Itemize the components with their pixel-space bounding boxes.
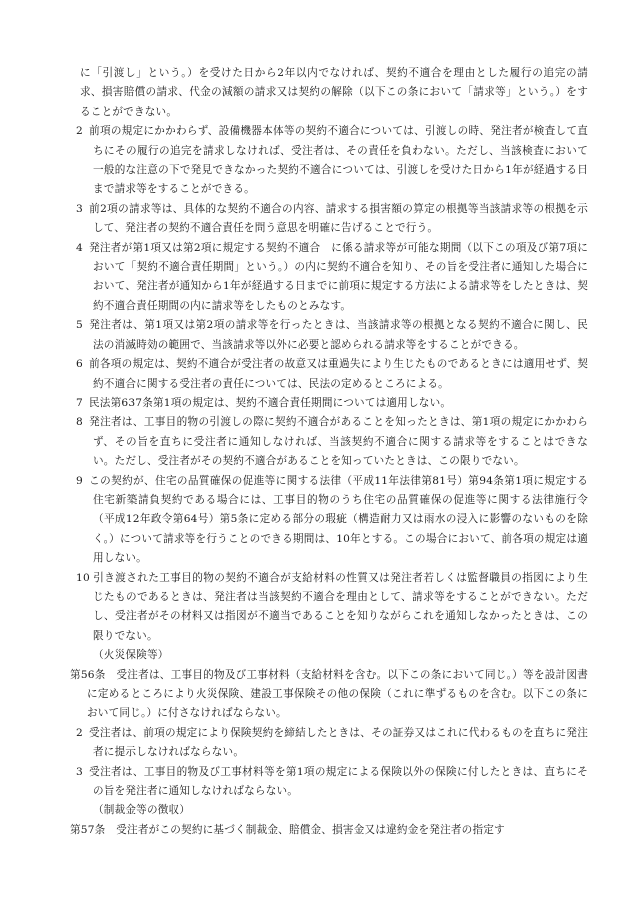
paragraph-item-2 [76, 122, 588, 200]
paragraph-item-9 [76, 472, 588, 569]
item-number: 2 [76, 125, 83, 138]
item-number: 9 [76, 474, 83, 487]
item-number: 3 [76, 202, 83, 215]
paragraph-item-3 [76, 200, 588, 239]
paragraph-text: 前2項の請求等は、具体的な契約不適合の内容、請求する損害額の算定の根拠等当該請求等の根拠を示して、発注者の契約不適合責任を問う意思を明確に告げることで行う。 [89, 202, 588, 235]
paragraph-text: 発注者が第1項又は第2項に規定する契約不適合 に係る請求等が可能な期間（以下この項及び第7項において「契約不適合責任期間」という。）の内に契約不適合を知り、その旨を受注者に通知した場合において、発注者が通知から1年が経過する日までに前項に規定する方法による請求等をしたときは、契約不適合責任期間の内に請求等をしたものとみなす。 [89, 241, 588, 312]
paragraph-text: 前項の規定にかかわらず、設備機器本体等の契約不適合については、引渡しの時、発注者が検査して直ちにその履行の追完を請求しなければ、受注者は、その責任を負わない。ただし、当該検査において一般的な注意の下で発見できなかった契約不適合については、引渡しを受けた日から1年が経過する日まで請求等をすることができる。 [89, 125, 588, 196]
paragraph-text: 受注者がこの契約に基づく制裁金、賠償金、損害金又は違約金を発注者の指定す [116, 823, 505, 836]
paragraph-item-56-3 [76, 763, 588, 802]
paragraph-item-5 [76, 316, 588, 355]
item-number: 7 [76, 396, 83, 409]
article-number: 第56条 [70, 668, 106, 681]
paragraph-text: に「引渡し」という。）を受けた日から2年以内でなければ、契約不適合を理由とした履行の追完の請求、損害賠償の請求、代金の減額の請求又は契約の解除（以下この条において「請求等」という。）をすることができない。 [80, 67, 588, 118]
paragraph-text: 受注者は、工事目的物及び工事材料（支給材料を含む。以下この条において同じ。）等を設計図書に定めるところにより火災保険、建設工事保険その他の保険（これに準ずるものを含む。以下この条において同じ。）に付さなければならない。 [87, 668, 589, 720]
item-number: 6 [76, 358, 83, 371]
section-heading-fire-insurance [76, 646, 588, 665]
paragraph-text: 民法第637条第1項の規定は、契約不適合責任期間については適用しない。 [89, 396, 452, 409]
paragraph-item-56-2 [76, 724, 588, 763]
paragraph-item-7 [76, 394, 588, 413]
paragraph-text: 発注者は、第1項又は第2項の請求等を行ったときは、当該請求等の根拠となる契約不適合に関し、民法の消滅時効の範囲で、当該請求等以外に必要と認められる請求等をすることができる。 [89, 319, 588, 351]
item-number: 4 [76, 241, 83, 254]
paragraph-item-10 [76, 569, 588, 647]
paragraph-item-6 [76, 355, 588, 394]
article-56 [70, 666, 588, 724]
paragraph-item-4 [76, 239, 588, 317]
paragraph-text: 受注者は、工事目的物及び工事材料等を第1項の規定による保険以外の保険に付したときは、直ちにその旨を発注者に通知しなければならない。 [89, 765, 588, 798]
item-number: 3 [76, 765, 83, 778]
paragraph-text: この契約が、住宅の品質確保の促進等に関する法律（平成11年法律第81号）第94条第1項に規定する住宅新築請負契約である場合には、工事目的物のうち住宅の品質確保の促進等に関する法律施行令（平成12年政令第64号）第5条に定める部分の瑕疵（構造耐力又は雨水の浸入に影響のないものを除く。）について請求等を行うことのできる期間は、10年とする。この場合において、前各項の規定は適用しない。 [89, 474, 588, 565]
paragraph-item-8 [76, 413, 588, 471]
paragraph-text: 引き渡された工事目的物の契約不適合が支給材料の性質又は発注者若しくは監督職員の指図により生じたものであるときは、発注者は当該契約不適合を理由として、請求等をすることができない。ただし、受注者がその材料又は指図が不適当であることを知りながらこれを通知しなかったときは、この限りでない。 [93, 571, 588, 642]
article-number: 第57条 [70, 823, 106, 836]
paragraph-text: 発注者は、工事目的物の引渡しの際に契約不適合があることを知ったときは、第1項の規定にかかわらず、その旨を直ちに受注者に通知しなければ、当該契約不適合に関する請求等をすることはできない。ただし、受注者がその契約不適合があることを知っていたときは、この限りでない。 [89, 416, 588, 468]
paragraph-text: 前各項の規定は、契約不適合が受注者の故意又は重過失により生じたものであるときには適用せず、契約不適合に関する受注者の責任については、民法の定めるところによる。 [89, 358, 588, 390]
item-number: 8 [76, 416, 83, 429]
paragraph-continuation [76, 64, 588, 122]
article-57 [70, 821, 588, 840]
paragraph-text: 受注者は、前項の規定により保険契約を締結したときは、その証券又はこれに代わるものを直ちに発注者に提示しなければならない。 [89, 726, 588, 759]
section-heading-penalty-collection [76, 801, 588, 820]
item-number: 5 [76, 319, 83, 332]
heading-text: （火災保険等） [93, 649, 169, 662]
item-number: 10 [76, 571, 90, 584]
heading-text: （制裁金等の徴収） [93, 804, 191, 817]
item-number: 2 [76, 726, 83, 739]
